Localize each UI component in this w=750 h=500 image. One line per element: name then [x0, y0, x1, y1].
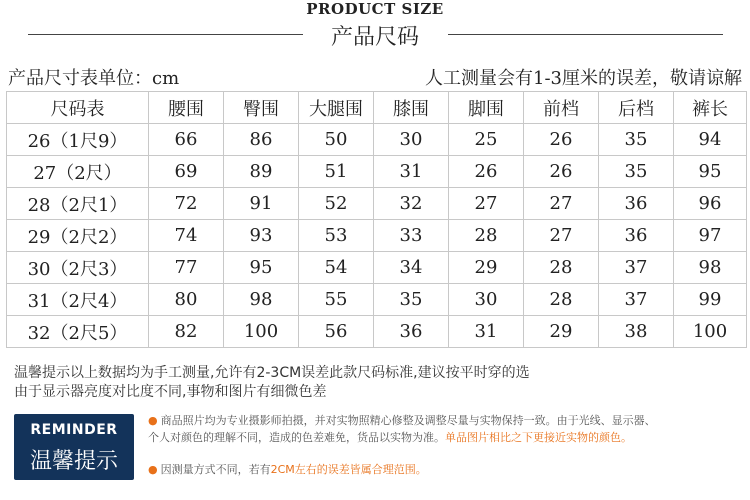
table-row [7, 188, 747, 220]
measurement-cell: 32 [374, 188, 449, 220]
reminder-text [148, 412, 738, 446]
measurement-cell: 97 [674, 220, 747, 252]
note-line-1: 温馨提示以上数据均为手工测量,允许有2-3CM误差此款尺码标准,建议按平时穿的选 [14, 365, 530, 381]
measurement-cell: 94 [674, 124, 747, 156]
measurement-cell: 55 [299, 284, 374, 316]
size-label-cell: 26（1尺9） [7, 124, 149, 156]
reminder-p1-text: 商品照片均为专业摄影师拍摄，并对实物照精心修整及调整尽量与实物保持一致。由于光线、显示器、 [160, 414, 656, 427]
column-header: 裤长 [674, 92, 747, 124]
measurement-cell: 77 [149, 252, 224, 284]
measurement-cell: 93 [224, 220, 299, 252]
measurement-cell: 74 [149, 220, 224, 252]
measurement-cell: 98 [674, 252, 747, 284]
size-table [6, 91, 747, 348]
column-header: 大腿围 [299, 92, 374, 124]
measurement-cell: 28 [449, 220, 524, 252]
measurement-cell: 26 [524, 124, 599, 156]
measurement-cell: 35 [374, 284, 449, 316]
column-header: 腰围 [149, 92, 224, 124]
info-row [0, 58, 750, 91]
measurement-cell: 54 [299, 252, 374, 284]
measurement-cell: 99 [674, 284, 747, 316]
column-header: 脚围 [449, 92, 524, 124]
measurement-cell: 31 [449, 316, 524, 348]
measurement-cell: 91 [224, 188, 299, 220]
measurement-cell: 89 [224, 156, 299, 188]
measurement-notes [14, 364, 744, 402]
measurement-cell: 37 [599, 252, 674, 284]
measurement-cell: 35 [599, 124, 674, 156]
measurement-cell: 36 [599, 220, 674, 252]
measurement-cell: 86 [224, 124, 299, 156]
table-row [7, 220, 747, 252]
measurement-cell: 34 [374, 252, 449, 284]
measurement-cell: 82 [149, 316, 224, 348]
reminder-p2-plain: 个人对颜色的理解不同，造成的色差难免，货品以实物为准。 [148, 431, 445, 444]
measurement-cell: 80 [149, 284, 224, 316]
table-row [7, 316, 747, 348]
measurement-cell: 26 [524, 156, 599, 188]
measurement-cell: 100 [674, 316, 747, 348]
header-divider-right [448, 34, 723, 35]
bullet-icon: ● [148, 463, 158, 476]
measurement-cell: 27 [449, 188, 524, 220]
size-label-cell: 28（2尺1） [7, 188, 149, 220]
measurement-cell: 56 [299, 316, 374, 348]
measurement-cell: 27 [524, 188, 599, 220]
measurement-cell: 25 [449, 124, 524, 156]
measurement-cell: 50 [299, 124, 374, 156]
measurement-cell: 29 [524, 316, 599, 348]
measurement-cell: 28 [524, 284, 599, 316]
reminder-badge-en: REMINDER [30, 422, 118, 438]
reminder-paragraph-3 [148, 461, 427, 477]
measurement-cell: 30 [449, 284, 524, 316]
measurement-cell: 66 [149, 124, 224, 156]
reminder-paragraph-1 [148, 412, 738, 429]
measurement-cell: 51 [299, 156, 374, 188]
measurement-cell: 29 [449, 252, 524, 284]
product-size-title-cn: 产品尺码 [330, 25, 419, 50]
note-line-2: 由于显示器亮度对比度不同,事物和图片有细微色差 [14, 384, 327, 400]
measurement-cell: 95 [674, 156, 747, 188]
reminder-paragraph-2 [148, 429, 738, 446]
measurement-cell: 30 [374, 124, 449, 156]
error-notice: 人工测量会有1-3厘米的误差，敬请谅解 [425, 68, 742, 89]
reminder-badge [14, 414, 134, 480]
table-row [7, 156, 747, 188]
measurement-cell: 95 [224, 252, 299, 284]
measurement-cell: 52 [299, 188, 374, 220]
bullet-icon: ● [148, 414, 158, 427]
table-header-row [7, 92, 747, 124]
measurement-cell: 27 [524, 220, 599, 252]
column-header: 膝围 [374, 92, 449, 124]
column-header: 臀围 [224, 92, 299, 124]
measurement-cell: 53 [299, 220, 374, 252]
measurement-cell: 28 [524, 252, 599, 284]
measurement-cell: 36 [374, 316, 449, 348]
size-label-cell: 27（2尺） [7, 156, 149, 188]
measurement-cell: 31 [374, 156, 449, 188]
measurement-cell: 100 [224, 316, 299, 348]
measurement-cell: 96 [674, 188, 747, 220]
page-header [0, 0, 750, 58]
table-row [7, 124, 747, 156]
reminder-badge-cn: 温馨提示 [29, 449, 118, 474]
product-size-title-en: PRODUCT SIZE [306, 0, 444, 18]
measurement-cell: 98 [224, 284, 299, 316]
reminder-p3-highlight: 2CM左右的误差皆属合理范围。 [270, 463, 427, 476]
column-header: 前档 [524, 92, 599, 124]
measurement-cell: 33 [374, 220, 449, 252]
measurement-cell: 38 [599, 316, 674, 348]
unit-label: 产品尺寸表单位：cm [8, 68, 180, 89]
measurement-cell: 36 [599, 188, 674, 220]
measurement-cell: 37 [599, 284, 674, 316]
column-header: 尺码表 [7, 92, 149, 124]
column-header: 后档 [599, 92, 674, 124]
size-label-cell: 30（2尺3） [7, 252, 149, 284]
reminder-p2-highlight: 单品图片相比之下更接近实物的颜色。 [445, 431, 632, 444]
size-label-cell: 32（2尺5） [7, 316, 149, 348]
size-label-cell: 29（2尺2） [7, 220, 149, 252]
reminder-p3-plain: 因测量方式不同，若有 [160, 463, 271, 476]
measurement-cell: 35 [599, 156, 674, 188]
table-row [7, 252, 747, 284]
size-label-cell: 31（2尺4） [7, 284, 149, 316]
measurement-cell: 69 [149, 156, 224, 188]
reminder-panel [8, 404, 744, 490]
measurement-cell: 72 [149, 188, 224, 220]
table-row [7, 284, 747, 316]
measurement-cell: 26 [449, 156, 524, 188]
